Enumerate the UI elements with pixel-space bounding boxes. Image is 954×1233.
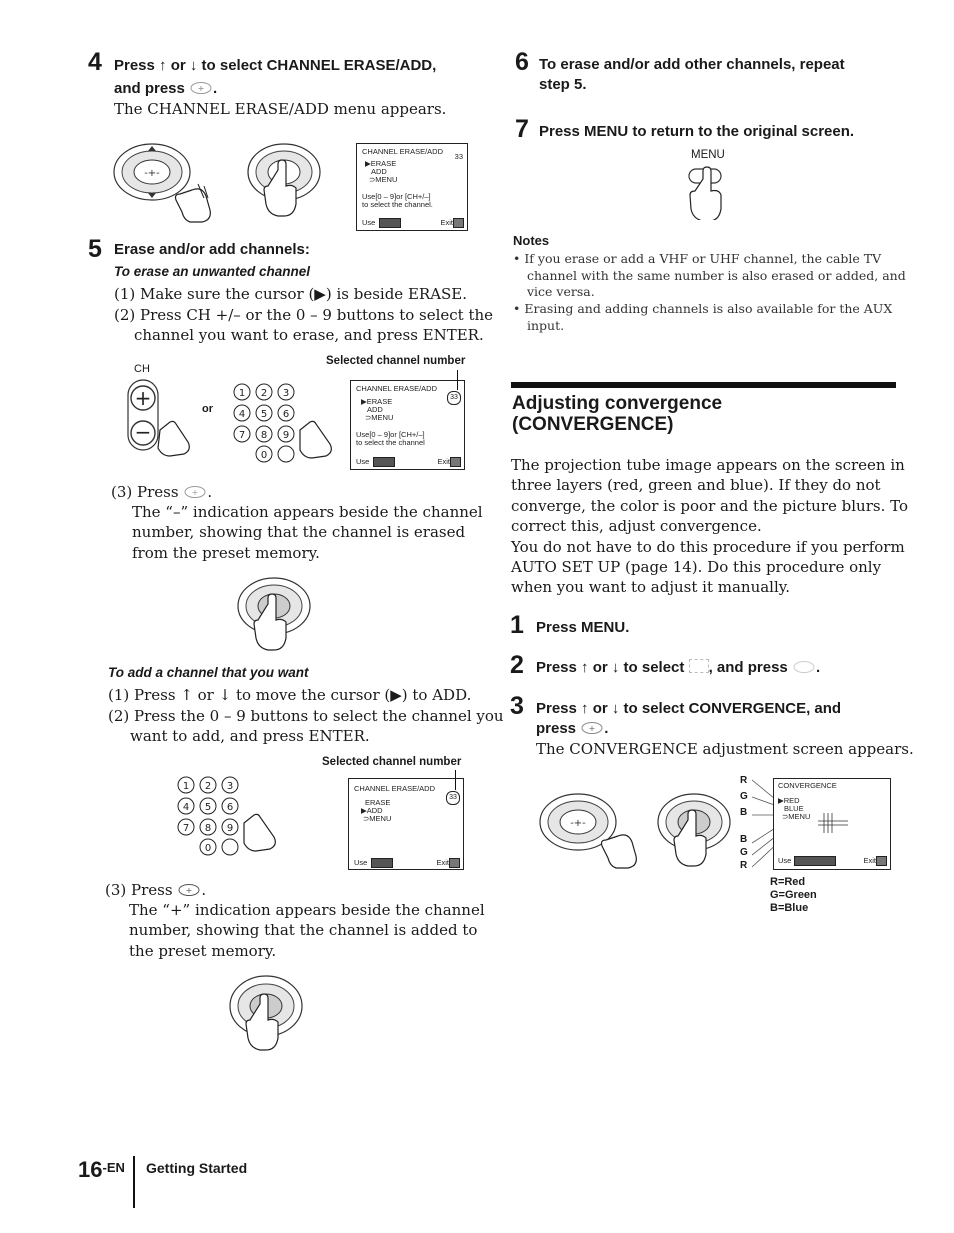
svg-text:1: 1 bbox=[238, 388, 246, 399]
menu-help-1: Use[0 – 9]or [CH+/–] bbox=[356, 430, 425, 439]
menu-button-icon bbox=[453, 218, 464, 228]
channel-circle-icon: 33 bbox=[447, 391, 461, 405]
channel-erase-add-menu-2 bbox=[350, 380, 465, 470]
menu-exit: Exit bbox=[440, 218, 453, 227]
erase-step-2a: (2) Press CH +/– or the 0 – 9 buttons to select the bbox=[114, 306, 494, 324]
remote-enter-hand-icon-3 bbox=[228, 972, 308, 1062]
selected-channel-label-2: Selected channel number bbox=[322, 756, 462, 768]
svg-text:−: − bbox=[134, 420, 152, 444]
step-6-title-1: To erase and/or add other channels, repeat bbox=[539, 56, 845, 73]
remote-enter-hand-icon-2 bbox=[236, 574, 316, 660]
conv-step-2-number: 2 bbox=[510, 651, 524, 679]
remote-enter-hand-icon bbox=[246, 140, 326, 225]
step-4-title-2: and press + . bbox=[114, 80, 218, 97]
svg-text:0: 0 bbox=[204, 843, 212, 854]
svg-text:+: + bbox=[134, 386, 152, 410]
intro-line-3: converge, the color is poor and the picture blurs. To bbox=[511, 497, 908, 515]
menu-item-menu: ⊃MENU bbox=[782, 812, 811, 821]
arrows-icon bbox=[371, 858, 393, 868]
menu-use: Use bbox=[354, 858, 368, 867]
conv-step-3-number: 3 bbox=[510, 692, 524, 720]
channel-erase-add-menu-1 bbox=[356, 143, 468, 231]
svg-text:8: 8 bbox=[260, 430, 268, 441]
add-result-3: the preset memory. bbox=[129, 942, 277, 960]
enter-button-icon bbox=[189, 81, 213, 95]
number-keypad-icon bbox=[230, 382, 340, 464]
svg-text:9: 9 bbox=[282, 430, 290, 441]
menu-button-icon bbox=[449, 858, 460, 868]
menu-item-add: ▶ADD bbox=[361, 806, 383, 815]
rgb-labels-top: R G B bbox=[740, 775, 748, 818]
menu-title: CHANNEL ERASE/ADD bbox=[354, 784, 435, 793]
menu-help-2: to select the channel. bbox=[362, 200, 433, 209]
ch-plus-minus-hand-icon bbox=[124, 378, 204, 458]
add-step-2b: want to add, and press ENTER. bbox=[130, 727, 370, 745]
footer-section: Getting Started bbox=[146, 1160, 248, 1176]
channel-erase-add-menu-3 bbox=[348, 778, 464, 870]
svg-text:7: 7 bbox=[238, 430, 246, 441]
intro-line-2: three layers (red, green and blue). If they do not bbox=[511, 476, 881, 494]
step-4-body: The CHANNEL ERASE/ADD menu appears. bbox=[114, 100, 447, 118]
step-6-title-2: step 5. bbox=[539, 76, 587, 93]
menu-item-erase: ▶ERASE bbox=[365, 159, 397, 168]
step-7-number: 7 bbox=[515, 115, 529, 143]
svg-text:3: 3 bbox=[226, 781, 234, 792]
step-6-number: 6 bbox=[515, 48, 529, 76]
svg-text:2: 2 bbox=[260, 388, 268, 399]
ch-label: CH bbox=[134, 363, 150, 375]
enter-button-icon bbox=[580, 721, 604, 735]
footer-divider bbox=[133, 1156, 135, 1208]
menu-item-red: ▶RED bbox=[778, 796, 800, 805]
section-title-1: Adjusting convergence bbox=[512, 393, 723, 414]
add-subheading: To add a channel that you want bbox=[108, 665, 309, 680]
svg-text:3: 3 bbox=[282, 388, 290, 399]
rgb-labels-bottom: B G R bbox=[740, 834, 748, 871]
svg-text:7: 7 bbox=[182, 823, 190, 834]
menu-item-add: ADD bbox=[367, 405, 383, 414]
add-result-1: The “+” indication appears beside the channel bbox=[129, 901, 485, 919]
enter-button-icon bbox=[792, 660, 816, 674]
menu-help-2: to select the channel bbox=[356, 438, 425, 447]
erase-result-3: from the preset memory. bbox=[132, 544, 320, 562]
remote-dpad-hand-icon-conv bbox=[538, 790, 658, 870]
remote-enter-hand-icon-conv bbox=[656, 790, 736, 876]
conv-step-2-title: Press ↑ or ↓ to select , and press . bbox=[536, 659, 821, 676]
note-2: • Erasing and adding channels is also available for the AUX bbox=[513, 301, 893, 316]
svg-text:8: 8 bbox=[204, 823, 212, 834]
menu-title: CONVERGENCE bbox=[778, 781, 837, 790]
crosshair-icon bbox=[818, 813, 848, 833]
notes-heading: Notes bbox=[513, 233, 550, 248]
add-step-1: (1) Press ↑ or ↓ to move the cursor (▶) to ADD. bbox=[108, 686, 472, 704]
intro-line-7: when you want to adjust it manually. bbox=[511, 578, 791, 596]
erase-subheading: To erase an unwanted channel bbox=[114, 264, 311, 279]
adjust-buttons-icon bbox=[794, 856, 836, 866]
setup-icon bbox=[689, 659, 709, 673]
svg-text:2: 2 bbox=[204, 781, 212, 792]
note-2b: input. bbox=[527, 318, 565, 333]
erase-result-2: number, showing that the channel is erased bbox=[132, 523, 466, 541]
svg-text:-+-: -+- bbox=[144, 168, 160, 179]
color-legend: R=Red G=Green B=Blue bbox=[770, 876, 817, 914]
selected-channel-label: Selected channel number bbox=[326, 355, 466, 367]
svg-text:+: + bbox=[185, 886, 193, 895]
note-1c: vice versa. bbox=[527, 284, 595, 299]
page-number: $16^{-EN}$ bbox=[78, 1157, 125, 1182]
intro-line-4: correct this, adjust convergence. bbox=[511, 517, 762, 535]
conv-step-3-title-2: press + . bbox=[536, 720, 609, 737]
step-4-title: Press ↑ or ↓ to select CHANNEL ERASE/ADD, bbox=[114, 57, 437, 74]
note-1b: channel with the same number is also erased or added, and bbox=[527, 268, 906, 283]
menu-item-menu: ⊃MENU bbox=[365, 413, 394, 422]
svg-text:4: 4 bbox=[238, 409, 246, 420]
menu-item-blue: BLUE bbox=[784, 804, 804, 813]
section-rule bbox=[511, 382, 896, 388]
menu-button-icon bbox=[876, 856, 887, 866]
menu-item-erase: ERASE bbox=[365, 798, 391, 807]
erase-step-2b: channel you want to erase, and press ENTER. bbox=[134, 326, 484, 344]
menu-item-erase: ▶ERASE bbox=[361, 397, 393, 406]
channel-circle-icon: 33 bbox=[446, 791, 460, 805]
menu-exit: Exit bbox=[437, 457, 450, 466]
step-5-title: Erase and/or add channels: bbox=[114, 241, 310, 258]
enter-button-icon bbox=[183, 485, 207, 499]
add-step-2a: (2) Press the 0 – 9 buttons to select the channel you bbox=[108, 707, 504, 725]
arrows-icon bbox=[379, 218, 401, 228]
menu-use: Use bbox=[778, 856, 792, 865]
svg-text:1: 1 bbox=[182, 781, 190, 792]
menu-title: CHANNEL ERASE/ADD bbox=[362, 147, 443, 156]
add-result-2: number, showing that the channel is added to bbox=[129, 921, 478, 939]
erase-result-1: The “–” indication appears beside the channel bbox=[132, 503, 483, 521]
intro-line-6: AUTO SET UP (page 14). Do this procedure only bbox=[511, 558, 882, 576]
svg-text:+: + bbox=[197, 84, 205, 93]
or-label: or bbox=[202, 403, 213, 415]
svg-text:6: 6 bbox=[282, 409, 290, 420]
erase-step-1: (1) Make sure the cursor (▶) is beside ERASE. bbox=[114, 285, 468, 303]
menu-use: Use bbox=[356, 457, 370, 466]
svg-text:5: 5 bbox=[204, 802, 212, 813]
menu-use: Use bbox=[362, 218, 376, 227]
svg-text:+: + bbox=[191, 488, 199, 497]
number-keypad-icon-2 bbox=[174, 775, 284, 857]
remote-dpad-hand-icon bbox=[112, 140, 232, 225]
intro-line-5: You do not have to do this procedure if you perform bbox=[511, 538, 905, 556]
svg-text:-+-: -+- bbox=[570, 818, 586, 829]
note-1: • If you erase or add a VHF or UHF channel, the cable TV bbox=[513, 251, 882, 266]
erase-step-3: (3) Press + . bbox=[111, 483, 213, 501]
menu-help-1: Use[0 – 9]or [CH+/–] bbox=[362, 192, 431, 201]
conv-step-3-title-1: Press ↑ or ↓ to select CONVERGENCE, and bbox=[536, 700, 842, 717]
svg-text:6: 6 bbox=[226, 802, 234, 813]
conv-step-3-body: The CONVERGENCE adjustment screen appears. bbox=[536, 740, 914, 758]
intro-line-1: The projection tube image appears on the screen in bbox=[511, 456, 905, 474]
step-4-number: 4 bbox=[88, 48, 102, 76]
menu-channel-number: 33 bbox=[454, 152, 463, 161]
menu-button-label: MENU bbox=[691, 149, 725, 161]
menu-item-menu: ⊃MENU bbox=[369, 175, 398, 184]
section-title-2: (CONVERGENCE) bbox=[512, 414, 674, 435]
add-step-3: (3) Press + . bbox=[105, 881, 207, 899]
menu-title: CHANNEL ERASE/ADD bbox=[356, 384, 437, 393]
menu-item-add: ADD bbox=[371, 167, 387, 176]
conv-step-1-title: Press MENU. bbox=[536, 619, 630, 636]
menu-exit: Exit bbox=[863, 856, 876, 865]
menu-exit: Exit bbox=[436, 858, 449, 867]
svg-text:0: 0 bbox=[260, 450, 268, 461]
svg-text:+: + bbox=[588, 724, 596, 733]
arrows-icon bbox=[373, 457, 395, 467]
step-7-title: Press MENU to return to the original screen. bbox=[539, 123, 855, 140]
menu-button-icon bbox=[450, 457, 461, 467]
svg-text:9: 9 bbox=[226, 823, 234, 834]
step-5-number: 5 bbox=[88, 235, 102, 263]
enter-button-icon bbox=[177, 883, 201, 897]
svg-text:5: 5 bbox=[260, 409, 268, 420]
convergence-menu bbox=[773, 778, 891, 870]
menu-press-hand-icon bbox=[687, 165, 732, 220]
conv-step-1-number: 1 bbox=[510, 611, 524, 639]
menu-item-menu: ⊃MENU bbox=[363, 814, 392, 823]
svg-text:4: 4 bbox=[182, 802, 190, 813]
